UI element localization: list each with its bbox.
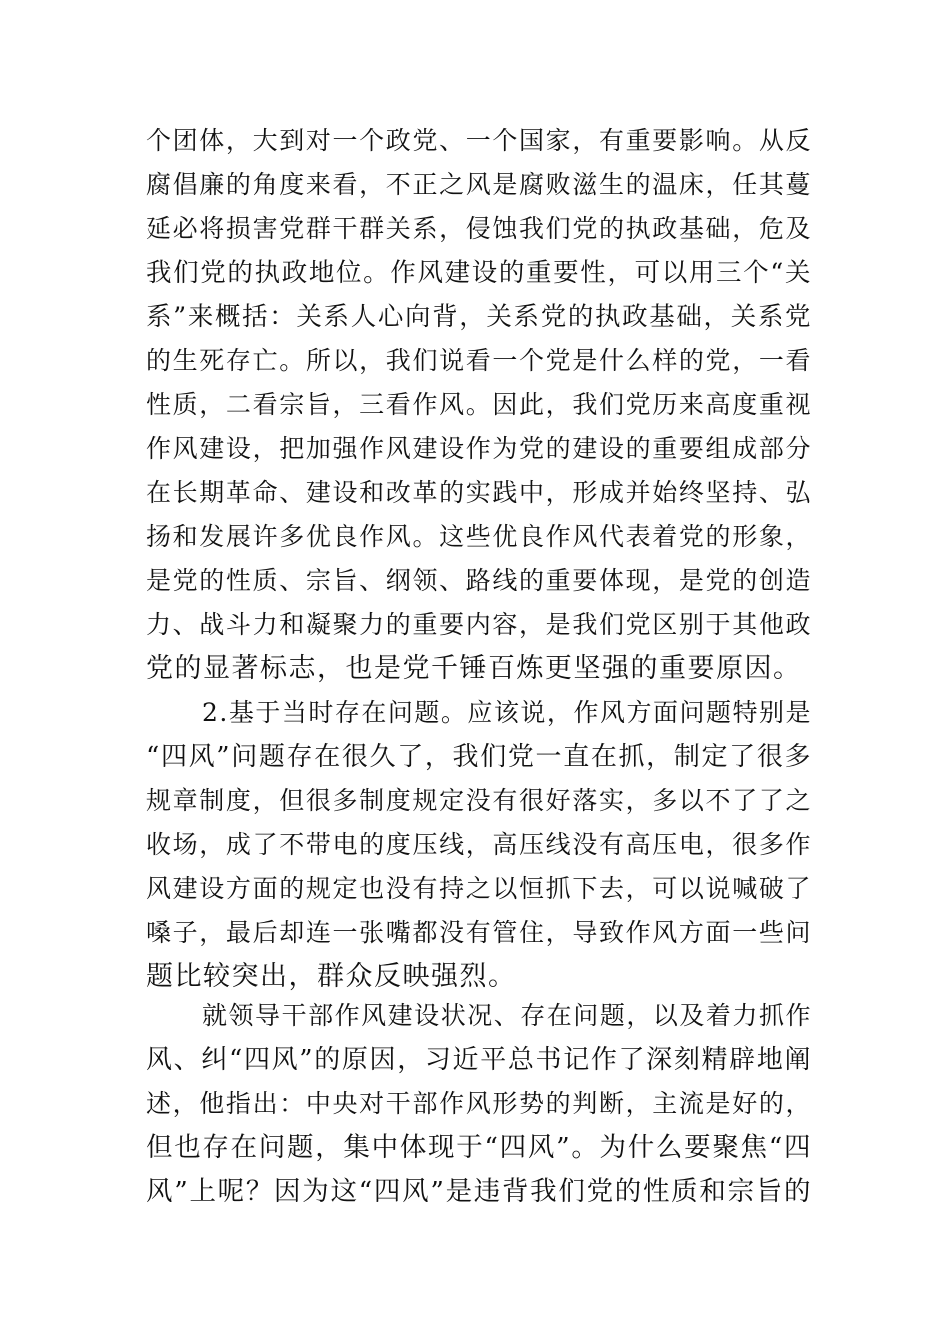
text-line: 扬和发展许多优良作风。这些优良作风代表着党的形象， bbox=[146, 522, 812, 551]
text-line: 党的显著标志，也是党千锤百炼更坚强的重要原因。 bbox=[146, 653, 802, 684]
text-line: 我们党的执政地位。作风建设的重要性，可以用三个“关 bbox=[146, 258, 812, 288]
text-line: 2.基于当时存在问题。应该说，作风方面问题特别是 bbox=[202, 698, 812, 727]
text-line: 系”来概括：关系人心向背，关系党的执政基础，关系党 bbox=[146, 302, 812, 332]
text-line: 风”上呢？因为这“四风”是违背我们党的性质和宗旨的 bbox=[146, 1176, 812, 1207]
text-line: 性质，二看宗旨，三看作风。因此，我们党历来高度重视 bbox=[146, 390, 812, 419]
text-line: 规章制度，但很多制度规定没有很好落实，多以不了了之 bbox=[146, 786, 812, 815]
text-line: 作风建设，把加强作风建设作为党的建设的重要组成部分 bbox=[146, 434, 812, 463]
text-line: 题比较突出，群众反映强烈。 bbox=[146, 961, 517, 992]
text-line: 延必将损害党群干群关系，侵蚀我们党的执政基础，危及 bbox=[146, 214, 812, 243]
paragraph-3 bbox=[146, 994, 812, 1214]
text-line: 述，他指出：中央对干部作风形势的判断，主流是好的， bbox=[146, 1089, 812, 1118]
text-line: 风建设方面的规定也没有持之以恒抓下去，可以说喊破了 bbox=[146, 874, 812, 903]
text-line: 在长期革命、建设和改革的实践中，形成并始终坚持、弘 bbox=[146, 478, 812, 507]
text-line: 但也存在问题，集中体现于“四风”。为什么要聚焦“四 bbox=[146, 1132, 812, 1163]
text-line: “四风”问题存在很久了，我们党一直在抓，制定了很多 bbox=[146, 742, 812, 772]
text-line: 腐倡廉的角度来看，不正之风是腐败滋生的温床，任其蔓 bbox=[146, 170, 812, 199]
text-line: 是党的性质、宗旨、纲领、路线的重要体现，是党的创造 bbox=[146, 566, 812, 595]
text-line: 的生死存亡。所以，我们说看一个党是什么样的党，一看 bbox=[146, 346, 812, 375]
paragraph-2 bbox=[146, 691, 812, 999]
paragraph-1 bbox=[146, 119, 812, 691]
text-line: 收场，成了不带电的度压线，高压线没有高压电，很多作 bbox=[146, 830, 812, 859]
text-line: 嗓子，最后却连一张嘴都没有管住，导致作风方面一些问 bbox=[146, 918, 812, 947]
text-line: 就领导干部作风建设状况、存在问题，以及着力抓作 bbox=[202, 1001, 812, 1030]
text-line: 力、战斗力和凝聚力的重要内容，是我们党区别于其他政 bbox=[146, 610, 812, 639]
text-line: 风、纠“四风”的原因，习近平总书记作了深刻精辟地阐 bbox=[146, 1045, 812, 1075]
text-line: 个团体，大到对一个政党、一个国家，有重要影响。从反 bbox=[146, 126, 812, 155]
